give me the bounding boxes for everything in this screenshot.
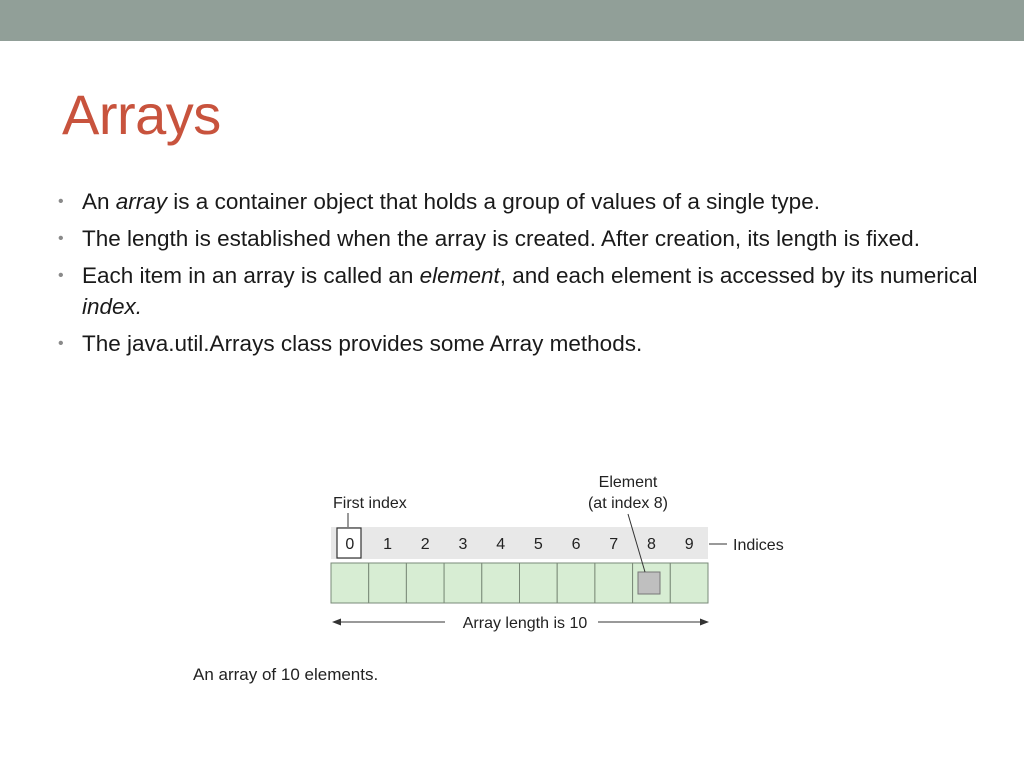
text-run: An [82,189,116,214]
element-marker [638,572,660,594]
array-cell [331,563,369,603]
first-index-label: First index [333,495,407,512]
index-label: 8 [646,536,656,553]
text-run: Each item in an array is called an [82,263,420,288]
array-cell [482,563,520,603]
element-label: Element [598,474,658,491]
text-run: , and each element is accessed by its numerical [499,263,978,288]
index-label: 5 [533,536,543,553]
index-label: 0 [345,536,355,553]
array-cell [595,563,633,603]
diagram-caption: An array of 10 elements. [193,665,379,684]
array-cell [557,563,595,603]
text-run: is a container object that holds a group of values of a single type. [167,189,820,214]
array-cell [670,563,708,603]
bullet-dot-icon: • [58,335,64,352]
emphasis-text: array [115,189,168,214]
text-run: The java.util.Arrays class provides some Array methods. [82,331,643,356]
emphasis-text: index. [82,294,143,319]
array-cell [406,563,444,603]
left-arrow-icon [332,619,341,626]
slide-title: Arrays [62,83,221,146]
index-label: 6 [571,536,581,553]
emphasis-text: element [419,263,500,288]
bullet-dot-icon: • [58,193,64,210]
right-arrow-icon [700,619,709,626]
array-cell [444,563,482,603]
index-label: 1 [383,536,393,553]
indices-label: Indices [733,537,784,554]
element-sublabel: (at index 8) [587,495,669,512]
index-label: 9 [684,536,694,553]
index-label: 4 [496,536,506,553]
index-label: 3 [458,536,468,553]
bullet-dot-icon: • [58,267,64,284]
text-run: The length is established when the array is created. After creation, its length is fixed. [82,226,920,251]
bullet-dot-icon: • [58,230,64,247]
index-label: 2 [420,536,430,553]
length-label: Array length is 10 [462,615,588,632]
array-cell [520,563,558,603]
index-label: 7 [609,536,619,553]
array-cell [369,563,407,603]
